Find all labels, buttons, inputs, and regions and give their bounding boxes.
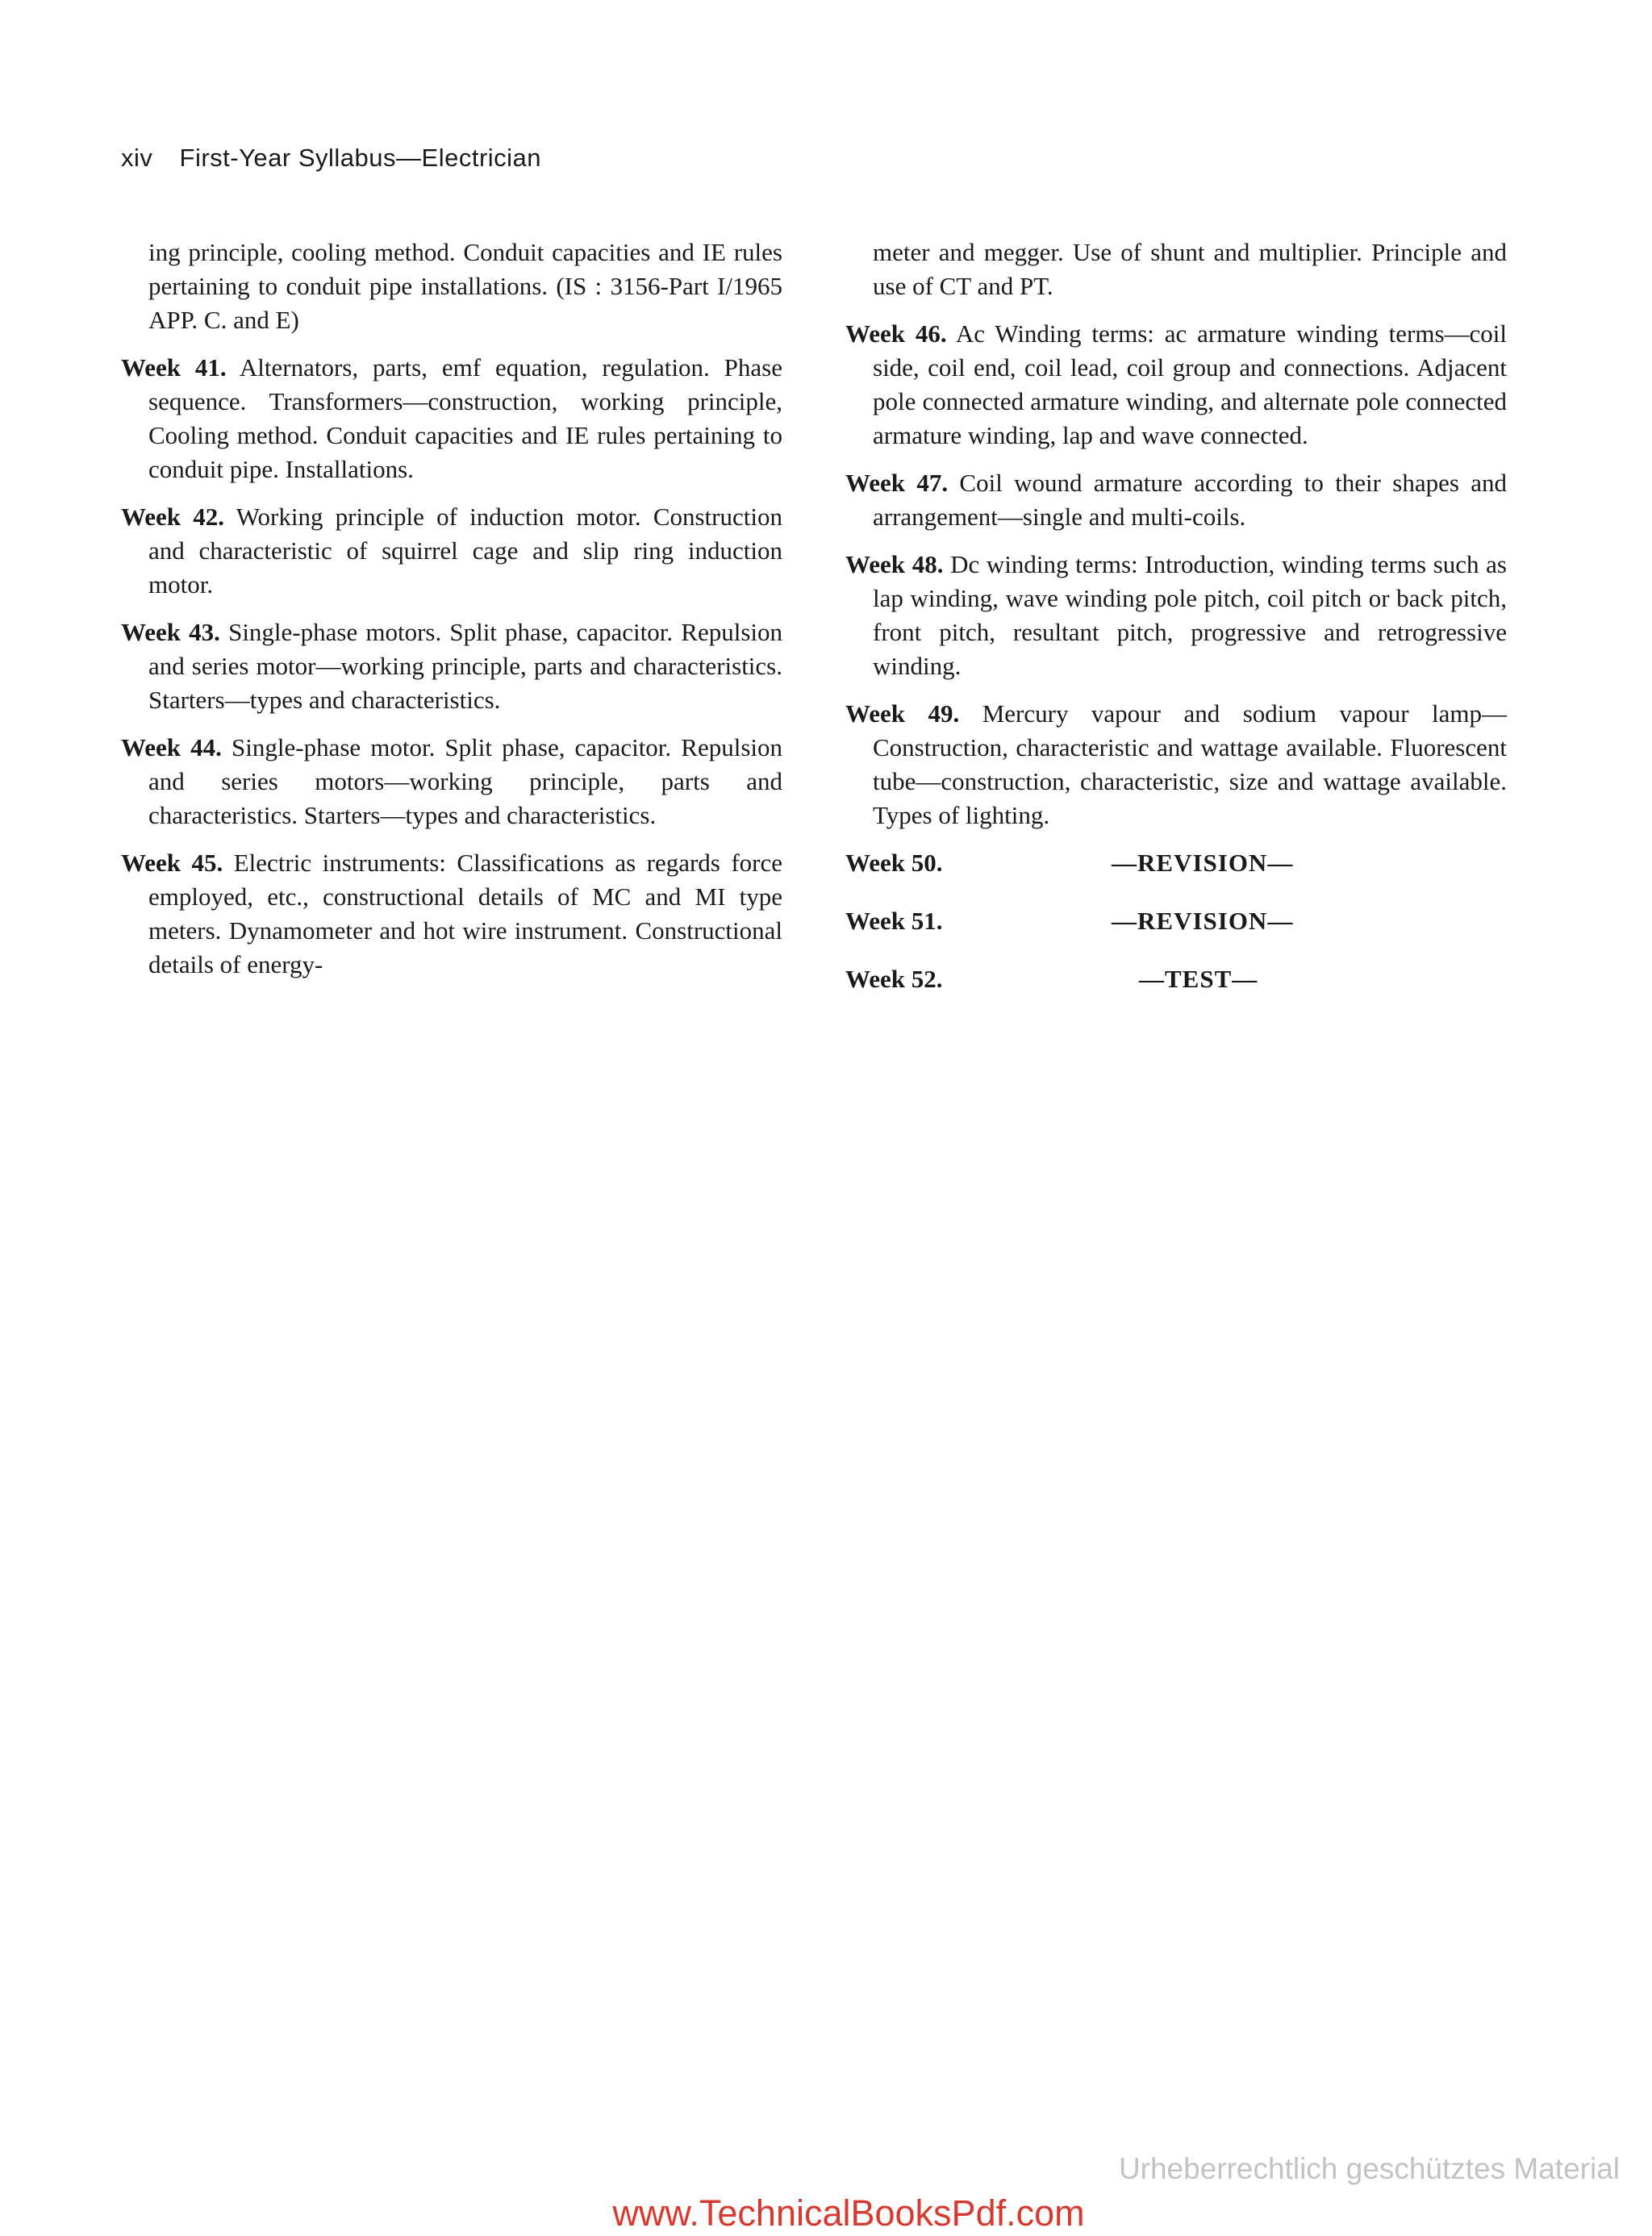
- running-header: [121, 144, 541, 173]
- week-label: Week 48.: [845, 550, 944, 578]
- syllabus-entry-week-45: [121, 846, 782, 982]
- revision-row-week-50: [845, 846, 1507, 880]
- week-label: Week 51.: [845, 907, 943, 935]
- website-link[interactable]: www.TechnicalBooksPdf.com: [612, 2192, 1085, 2234]
- syllabus-entry-week-48: [845, 548, 1507, 683]
- week-label: Week 46.: [845, 319, 947, 348]
- revision-mark: —REVISION—: [1112, 849, 1294, 877]
- syllabus-entry-week-42: [121, 500, 782, 602]
- continuation-paragraph: ing principle, cooling method. Conduit capacities and IE rules pertaining to conduit pipe installations. (IS : 3156-Part I/1965 APP. C. and E): [148, 238, 782, 334]
- entry-text: Dc winding terms: Introduction, winding terms such as lap winding, wave winding pole pitch, coil pitch or back pitch, front pitch, resultant pitch, progressive and retrogressive winding.: [873, 550, 1507, 680]
- test-mark: —TEST—: [1139, 965, 1258, 993]
- entry-text: Mercury vapour and sodium vapour lamp—Construction, characteristic and wattage available. Fluorescent tube—construction, characteristic, size and wattage available. Types of lighting.: [873, 699, 1507, 829]
- entry-text: Single-phase motor. Split phase, capacitor. Repulsion and series motors—working principle, parts and characteristics. Starters—types and characteristics.: [148, 733, 783, 829]
- entry-text: Ac Winding terms: ac armature winding terms—coil side, coil end, coil lead, coil group and connections. Adjacent pole connected armature winding, and alternate pole connected armature winding, lap and wave connected.: [873, 319, 1507, 449]
- week-label: Week 41.: [121, 353, 227, 382]
- syllabus-entry-week-43: [121, 615, 782, 717]
- revision-mark: —REVISION—: [1112, 907, 1294, 935]
- week-label: Week 49.: [845, 699, 960, 728]
- week-label: Week 42.: [121, 503, 225, 531]
- week-label: Week 43.: [121, 618, 220, 646]
- entry-text: Coil wound armature according to their shapes and arrangement—single and multi-coils.: [873, 469, 1508, 531]
- entry-text: Working principle of induction motor. Construction and characteristic of squirrel cage and slip ring induction motor.: [148, 503, 782, 599]
- week-label: Week 45.: [121, 849, 223, 877]
- week-label: Week 50.: [845, 849, 943, 877]
- syllabus-entry-week-41: [121, 351, 782, 486]
- left-column: [121, 236, 782, 995]
- running-title: First-Year Syllabus—Electrician: [179, 144, 542, 172]
- copyright-watermark: Urheberrechtlich geschütztes Material: [1118, 2152, 1620, 2185]
- syllabus-entry-week-44: [121, 731, 782, 832]
- syllabus-entry-week-49: [845, 697, 1507, 832]
- week-label: Week 44.: [121, 733, 222, 761]
- week-label: Week 52.: [845, 965, 943, 993]
- test-row-week-52: [845, 962, 1507, 996]
- entry-text: Alternators, parts, emf equation, regulation. Phase sequence. Transformers—construction, working principle, Cooling method. Conduit capacities and IE rules pertaining to conduit pipe. Installations.: [148, 353, 782, 483]
- right-column: [845, 236, 1507, 1020]
- continuation-paragraph: meter and megger. Use of shunt and multiplier. Principle and use of CT and PT.: [873, 238, 1507, 300]
- syllabus-entry-week-47: [845, 466, 1507, 534]
- week-label: Week 47.: [845, 469, 949, 497]
- entry-text: Electric instruments: Classifications as regards force employed, etc., constructional details of MC and MI type meters. Dynamometer and hot wire instrument. Constructional details of energy-: [148, 849, 782, 978]
- syllabus-entry-week-46: [845, 317, 1507, 453]
- revision-row-week-51: [845, 904, 1507, 938]
- entry-text: Single-phase motors. Split phase, capacitor. Repulsion and series motor—working principle, parts and characteristics. Starters—types and characteristics.: [148, 618, 782, 714]
- page-number: xiv: [121, 144, 153, 172]
